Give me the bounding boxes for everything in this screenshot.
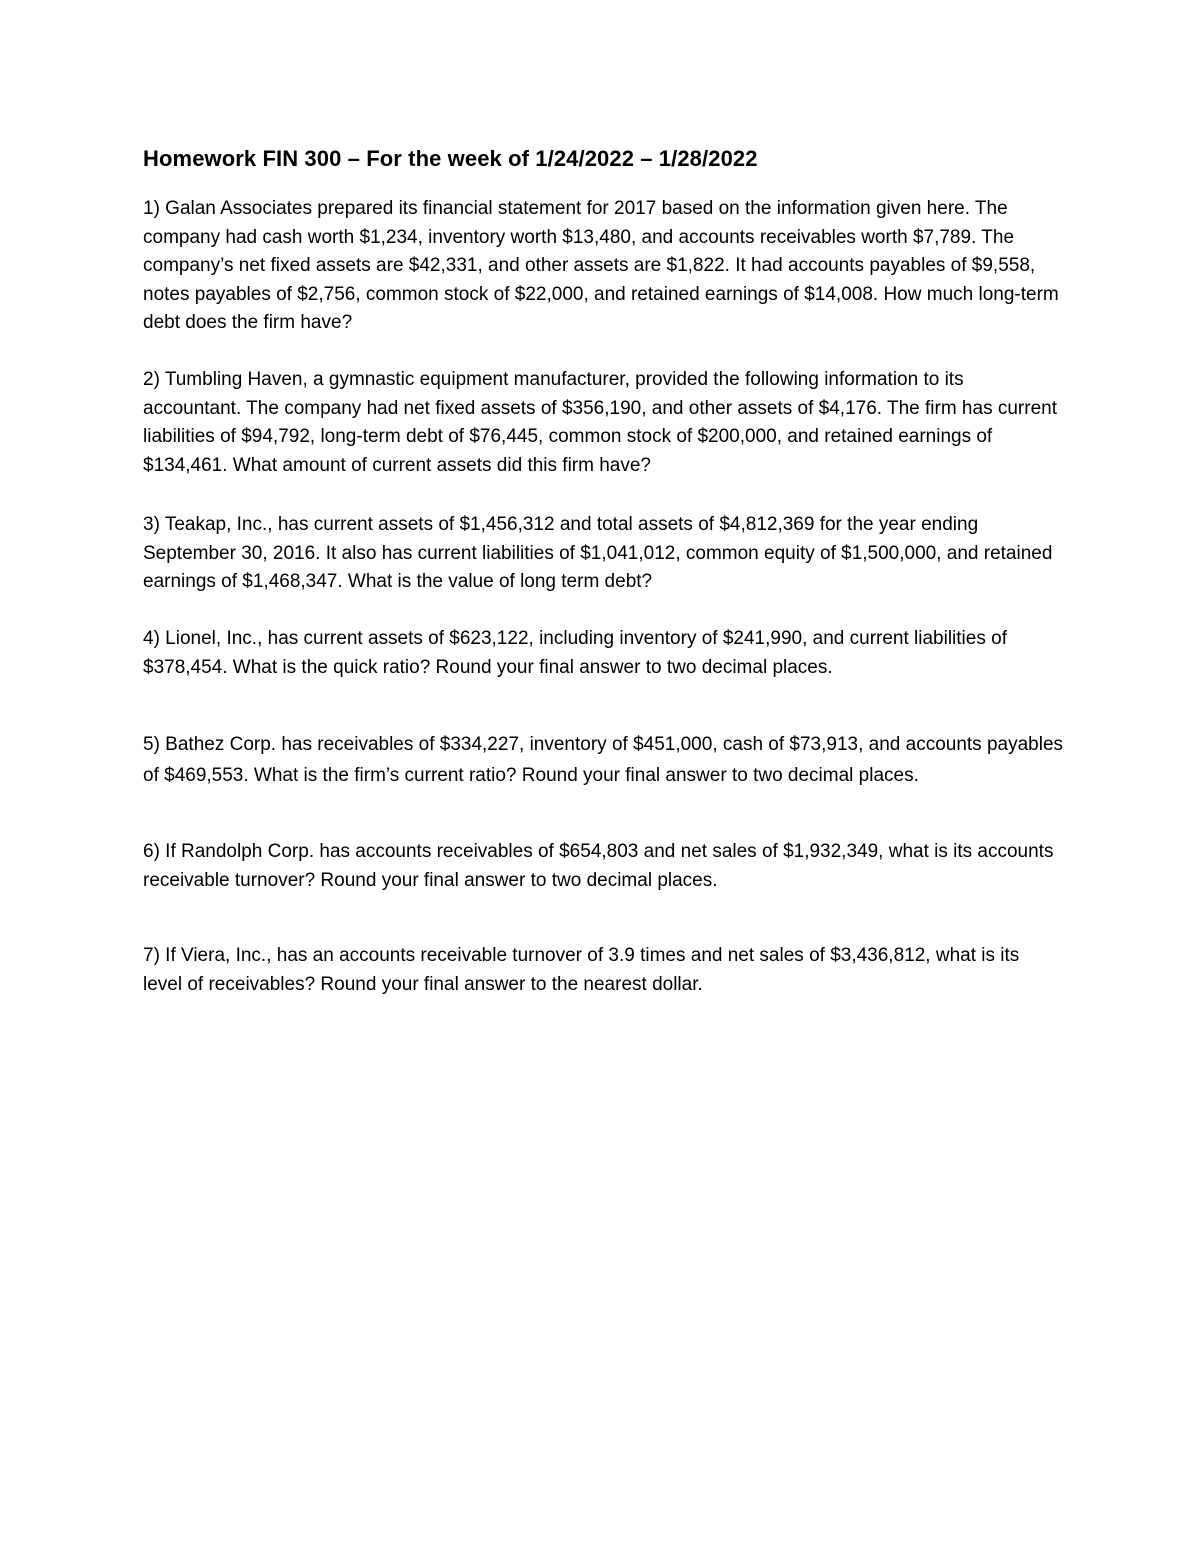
question-3: 3) Teakap, Inc., has current assets of $1,456,312 and total assets of $4,812,369 for the year ending September 30, 2016. It also has current liabilities of $1,041,012, common equity of $1,500,000, and retained earnings of $1,468,347. What is the value of long term debt? — [143, 514, 1053, 593]
document-title: Homework FIN 300 – For the week of 1/24/2022 – 1/28/2022 — [143, 146, 758, 171]
question-2: 2) Tumbling Haven, a gymnastic equipment manufacturer, provided the following information to its accountant. The company had net fixed assets of $356,190, and other assets of $4,176. The firm has current liabilities of $94,792, long-term debt of $76,445, common stock of $200,000, and retained earnings of $134,461. What amount of current assets did this firm have? — [143, 369, 1057, 476]
question-5: 5) Bathez Corp. has receivables of $334,227, inventory of $451,000, cash of $73,913, and accounts payables of $469,553. What is the firm’s current ratio? Round your final answer to two decimal places. — [143, 734, 1064, 786]
question-4: 4) Lionel, Inc., has current assets of $623,122, including inventory of $241,990, and current liabilities of $378,454. What is the quick ratio? Round your final answer to two decimal places. — [143, 628, 1007, 678]
question-1: 1) Galan Associates prepared its financial statement for 2017 based on the information given here. The company had cash worth $1,234, inventory worth $13,480, and accounts receivables worth $7,789. The company’s net fixed assets are $42,331, and other assets are $1,822. It had accounts payables of $9,558, notes payables of $2,756, common stock of $22,000, and retained earnings of $14,008. How much long-term debt does the firm have? — [143, 198, 1059, 334]
question-7: 7) If Viera, Inc., has an accounts receivable turnover of 3.9 times and net sales of $3,436,812, what is its level of receivables? Round your final answer to the nearest dollar. — [143, 945, 1020, 995]
question-6: 6) If Randolph Corp. has accounts receivables of $654,803 and net sales of $1,932,349, what is its accounts receivable turnover? Round your final answer to two decimal places. — [143, 841, 1054, 891]
